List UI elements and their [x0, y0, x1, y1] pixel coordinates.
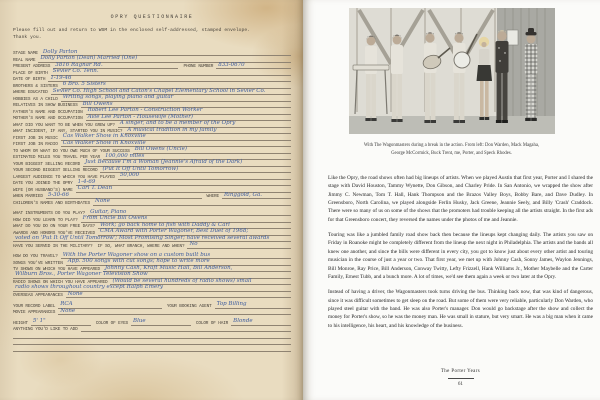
field-value: 100,000 miles [103, 153, 291, 160]
field-label: ANYTHING YOU'D LIKE TO ADD [13, 327, 78, 333]
form-row [13, 292, 291, 299]
field-label: HOW DO YOU TRAVEL? [13, 254, 58, 260]
field-value: 3816 Ragnar Rd. [53, 62, 178, 69]
field-value: 833-0670 [216, 62, 291, 69]
form-intro [13, 28, 291, 42]
field-value: From Uncle Bill Owens [81, 215, 291, 222]
field-value: 50,000 [118, 172, 291, 179]
field-label: MOTHER'S NAME AND OCCUPATION [13, 116, 83, 122]
chapter-title: The Porter Years [440, 369, 481, 374]
field-value: No [187, 241, 291, 248]
field-value [13, 344, 291, 351]
field-value: 5' 1" [31, 318, 91, 325]
field-value: Bill Owens [81, 101, 291, 108]
form-title: OPRY QUESTIONNAIRE [110, 14, 194, 20]
field-value: Blonde [231, 318, 291, 325]
field-label: YOUR BIGGEST SELLING RECORD [13, 161, 81, 167]
field-value: Blue [131, 318, 191, 325]
field-label: WHERE [206, 194, 219, 200]
field-label: SONGS YOU'VE WRITTEN [13, 260, 63, 266]
field-value: Top Billing [215, 301, 291, 308]
form-row [13, 242, 291, 249]
body-paragraph: Like the Opry, the road shows often had big lineups of artists. When we played Austin that first year, Porter and I shared the stage with David Houston, Tammy Wynette, Don Gibson, and Charley Pride. In San Antonio, we wrapped the show after Jimmy C. Newman, Tom T. Hall, Hank Thompson and the Brazos Valley Boys, Bobby Bare, and Dave Dudley. In Greensboro, North Carolina, we played alongside Ferlin Husky, Jack Greene, Jeannie Seely, and Billy 'Crash' Craddock. There were so many of us on some of the shows that the promoters had trouble keeping all the artists straight. In the first ads for that Greensboro concert, they reversed the names under the photos of me and Jeannie. [328, 174, 593, 223]
field-label: WHAT DID YOU WANT TO BE WHEN YOU GREW UP? [13, 122, 115, 128]
field-value: Bill Owens (Uncle) [133, 146, 291, 153]
field-value: Ringgold, Ga. [222, 192, 291, 199]
field-value: voted on 'Put It Off Until Tomorrow'; Most Promising Singer; have received several awards [13, 235, 291, 242]
field-value: (Would be several hundreds of radio shows) small [110, 278, 291, 285]
field-label: WHAT INCIDENT, IF ANY, STARTED YOU IN MUSIC? [13, 129, 123, 135]
field-label: LARGEST AUDIENCE TO WHICH YOU HAVE PLAYED [13, 174, 115, 180]
field-value: A musical tradition in my family [125, 127, 291, 134]
field-label: YOUR SECOND BIGGEST SELLING RECORD [13, 168, 98, 174]
field-value: App. 500 songs with cut songs; hope to write more [66, 258, 291, 265]
form-rows [13, 50, 291, 352]
field-label: REAL NAME [13, 57, 36, 63]
form-intro-line2: Thank you. [13, 34, 42, 40]
page-number: 61 [458, 382, 463, 387]
field-label: FIRST JOB IN RADIO [13, 142, 58, 148]
field-label: FIRST JOB IN MUSIC [13, 135, 58, 141]
field-value: Cas Walker Show in Knoxville [61, 133, 291, 140]
field-value: Just Because I'm a Woman (Jeannie's Afraid of the Dark) [83, 159, 291, 166]
field-value: With the Porter Wagoner show on a custom built bus [61, 252, 291, 259]
field-label: WHAT DO YOU DO ON YOUR FREE DAYS? [13, 224, 95, 230]
field-label: WIFE (OR HUSBAND'S) NAME [13, 187, 73, 193]
field-value: Dolly Parton [41, 49, 291, 56]
field-label: PRESENT ADDRESS [13, 64, 51, 70]
body-paragraph: Instead of having a driver, the Wagonmasters took turns driving the bus. Thinking back now, that was kind of dangerous, since it was difficult sometimes to get sleep on the road. But some of them were very reliable, particularly Don Warden, who played steel guitar with the band. He was also Porter's manager. Don would go backstage after the show and collect the money for Porter's show, so he was the money man. He was small in stature, but very smart. He was a big man when it came to his intelligence, his heart, and his knowledge of the business. [328, 289, 593, 329]
field-value: Robert Lee Parton - Construction Worker [86, 107, 291, 114]
field-label: HEIGHT [13, 320, 28, 326]
field-value: radio shows throughout country except Ralph Emery [13, 284, 291, 291]
field-label: HOBBIES AS A CHILD [13, 96, 58, 102]
field-value: 5-30-66 [46, 192, 202, 199]
body-paragraph: Touring was like a jumbled family road show back then because the lineups kept changing daily. The artists you saw on Friday in Roanoke might be completely different from the lineup the next night in Philadelphia. The artists and the bands all knew one another, and since the bills were different in every city, you got to know just about every other artist and touring musician in the course of just a year or two. That first year, we met up with Johnny Cash, Sonny James, Waylon Jennings, Bill Monroe, Ray Price, Bill Anderson, Conway Twitty, Lefty Frizzell, Hank Williams Jr., Mother Maybelle and the Carter Family, Ernest Tubb, and a bunch more. A lot of times, we'd see them again a week or two later at the Opry. [328, 232, 593, 280]
field-label: HAVE YOU SERVED IN THE MILITARY? IF SO, WHAT BRANCH, WHERE AND WHEN? [13, 243, 185, 249]
field-value: None [66, 291, 291, 298]
photo-caption: With The Wagonmasters during a break in the action. From left: Don Warden, Mack Magaha, George McCormick, Buck Trent, me, Porter, and Speck Rhodes. [363, 143, 540, 156]
form-row [13, 345, 291, 352]
footer-rule [448, 378, 474, 379]
field-label: BROTHERS & SISTERS [13, 83, 58, 89]
form-row [13, 199, 291, 206]
field-label: COLOR OF EYES [95, 320, 129, 326]
field-value: None [58, 308, 291, 315]
field-label: WHAT INSTRUMENTS DO YOU PLAY? [13, 211, 86, 217]
field-value: 6 Bro. 5 Sisters [61, 81, 291, 88]
field-value: A singer, and to be a member of the Opry [118, 120, 291, 127]
field-value: RCA [58, 301, 162, 308]
field-label: TO WHOM OR WHAT DO YOU OWE MUCH OF YOUR SUCCESS [13, 148, 130, 154]
field-value: (Put It Off Until Tomorrow) [100, 166, 291, 173]
field-value: Writing songs, playing piano and guitar [61, 94, 291, 101]
field-value: Guitar, Piano [88, 209, 291, 216]
wagonmasters-photo-illustration [349, 8, 555, 134]
page-footer [328, 369, 593, 387]
field-label: MOVIE APPEARANCES [13, 310, 56, 316]
field-label: COLOR OF HAIR [195, 320, 229, 326]
field-label: DATE OF BIRTH [13, 77, 46, 83]
field-label: HOW DID YOU LEARN TO PLAY? [13, 217, 78, 223]
field-value: Work; go back home to fish with Daddy & Carl [98, 222, 291, 229]
field-label: WHEN MARRIED [13, 194, 43, 200]
field-value: None [93, 198, 291, 205]
field-label: ESTIMATED MILES YOU TRAVEL PER YEAR [13, 155, 100, 161]
field-label: PHONE NUMBER [183, 64, 214, 70]
field-label: AWARDS AND HONORS YOU'VE RECEIVED [13, 230, 95, 236]
field-label: OVERSEAS APPEARANCES [13, 293, 63, 299]
field-label: YOUR BOOKING AGENT [166, 303, 212, 309]
field-value: 1-4-69 [76, 179, 291, 186]
field-label: RADIO SHOWS ON WHICH YOU HAVE APPEARED [13, 280, 108, 286]
field-label: PLACE OF BIRTH [13, 70, 48, 76]
field-value: Johnny Cash, Kraft Music Hall, Bill Anderson, [103, 265, 291, 272]
field-label: YOUR RECORD LABEL [13, 303, 56, 309]
field-value: Dolly Parton (Dean) Married (One) [38, 55, 291, 62]
field-value: Carl T. Dean [76, 185, 291, 192]
field-label: CHILDREN'S NAMES AND BIRTHDATES [13, 200, 91, 206]
field-value: Sevier Co. Tenn. [51, 68, 291, 75]
form-intro-line1: Please fill out and return to WSM in the enclosed self-addressed, stamped envelope. [13, 28, 251, 33]
field-value: CMA Award with Porter Wagoner, Best Duet of 1968; [98, 228, 291, 235]
field-label: FATHER'S NAME AND OCCUPATION [13, 109, 83, 115]
field-label: STAGE NAME [13, 51, 38, 57]
field-label: DATE YOU JOINED THE OPRY [13, 181, 73, 187]
form-row [13, 309, 291, 316]
field-value: Sevier Co. High School and Caton's Chapel Elementary School in Sevier Co. [51, 88, 291, 95]
field-value: 1-19-46 [48, 75, 291, 82]
field-label: RELATIVES IN SHOW BUSINESS [13, 103, 78, 109]
text-page [303, 0, 600, 400]
wagonmasters-photo [349, 8, 555, 134]
field-label: TV SHOWS ON WHICH YOU HAVE APPEARED [13, 267, 100, 273]
field-value: Wilburn Bros., Porter Wagoner Television Show [13, 271, 291, 278]
field-label: WHERE EDUCATED [13, 90, 48, 96]
field-value: Cas Walker Show in Knoxville [61, 140, 291, 147]
body-text [328, 174, 593, 330]
field-value: Avie Lee Parton - Housewife (Mother) [86, 114, 291, 121]
